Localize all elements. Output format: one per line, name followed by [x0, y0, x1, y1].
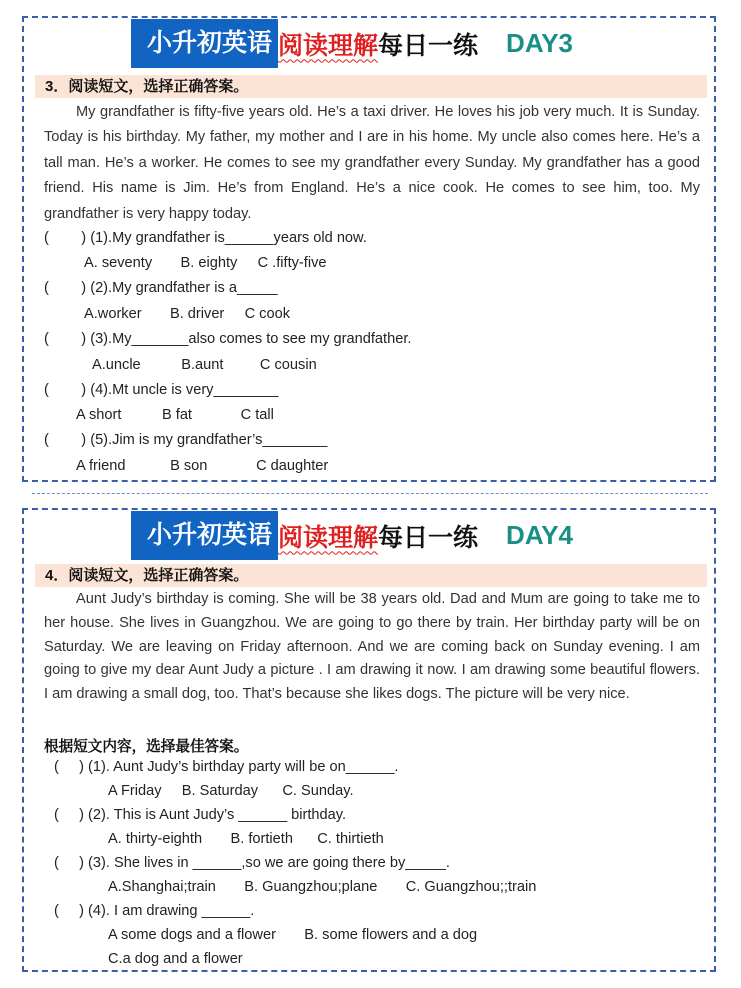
day3-options-3: A.uncle B.aunt C cousin	[92, 357, 317, 373]
day3-exercise-box	[22, 16, 716, 482]
day3-question-1: ( ) (1).My grandfather is______years old now.	[44, 230, 367, 246]
banner-blue-text: 小升初英语	[131, 511, 278, 560]
day4-passage: Aunt Judy’s birthday is coming. She will be 38 years old. Dad and Mum are going to take me to her house. She lives in Guangzhou. We are going to go there by train. Her birthday party will be on Saturday. We are leaving on Friday afternoon. And we are coming back on Sunday evening. I am going to give my dear Aunt Judy a picture . I am drawing it now. I am drawing some beautiful flowers. I am drawing a small dog, too. That’s because she likes dogs. The picture will be very nice.	[44, 591, 700, 703]
day3-question-2: ( ) (2).My grandfather is a_____	[44, 280, 278, 296]
banner-black-text: 每日一练	[378, 31, 479, 60]
banner-day-label: DAY4	[506, 520, 574, 550]
banner-red-text: 阅读理解	[278, 523, 379, 552]
banner-blue-text: 小升初英语	[131, 19, 278, 68]
day3-question-5: ( ) (5).Jim is my grandfather’s________	[44, 432, 328, 448]
section-divider	[32, 493, 708, 494]
day4-banner	[131, 511, 573, 560]
banner-day-label: DAY3	[506, 28, 574, 58]
day3-question-4: ( ) (4).Mt uncle is very________	[44, 382, 279, 398]
day4-question-3: ( ) (3). She lives in ______,so we are going there by_____.	[54, 855, 450, 871]
day3-options-5: A friend B son C daughter	[76, 458, 329, 474]
day4-instruction: 根据短文内容，选择最佳答案。	[44, 739, 249, 755]
day4-section-title: 4．阅读短文，选择正确答案。	[35, 564, 707, 587]
day3-banner	[131, 19, 573, 68]
day4-question-2: ( ) (2). This is Aunt Judy’s ______ birthday.	[54, 807, 347, 823]
day4-options-4b: C.a dog and a flower	[108, 951, 243, 967]
day4-options-3: A.Shanghai;train B. Guangzhou;plane C. Guangzhou;;train	[108, 879, 537, 895]
day3-options-2: A.worker B. driver C cook	[84, 306, 290, 322]
day3-section-title: 3．阅读短文，选择正确答案。	[35, 75, 707, 98]
banner-black-text: 每日一练	[378, 523, 479, 552]
day4-options-4a: A some dogs and a flower B. some flowers and a dog	[108, 927, 478, 943]
day4-options-1: A Friday B. Saturday C. Sunday.	[108, 783, 354, 799]
day3-question-3: ( ) (3).My_______also comes to see my grandfather.	[44, 331, 412, 347]
day4-exercise-box	[22, 508, 716, 972]
day4-question-1: ( ) (1). Aunt Judy’s birthday party will be on______.	[54, 759, 399, 775]
banner-red-text: 阅读理解	[278, 31, 379, 60]
day3-options-4: A short B fat C tall	[76, 407, 274, 423]
day4-question-4: ( ) (4). I am drawing ______.	[54, 903, 255, 919]
day3-passage: My grandfather is fifty-five years old. He’s a taxi driver. He loves his job very much. It is Sunday. Today is his birthday. My father, my mother and I are in his home. My uncle also comes here. He’s a tall man. He’s a worker. He comes to see my grandfather every Sunday. My grandfather has a good friend. His name is Jim. He’s from England. He’s a nice cook. He comes to see him, too. My grandfather is very happy today.	[44, 104, 700, 222]
day4-options-2: A. thirty-eighth B. fortieth C. thirtieth	[108, 831, 384, 847]
day3-options-1: A. seventy B. eighty C .fifty-five	[84, 255, 327, 271]
